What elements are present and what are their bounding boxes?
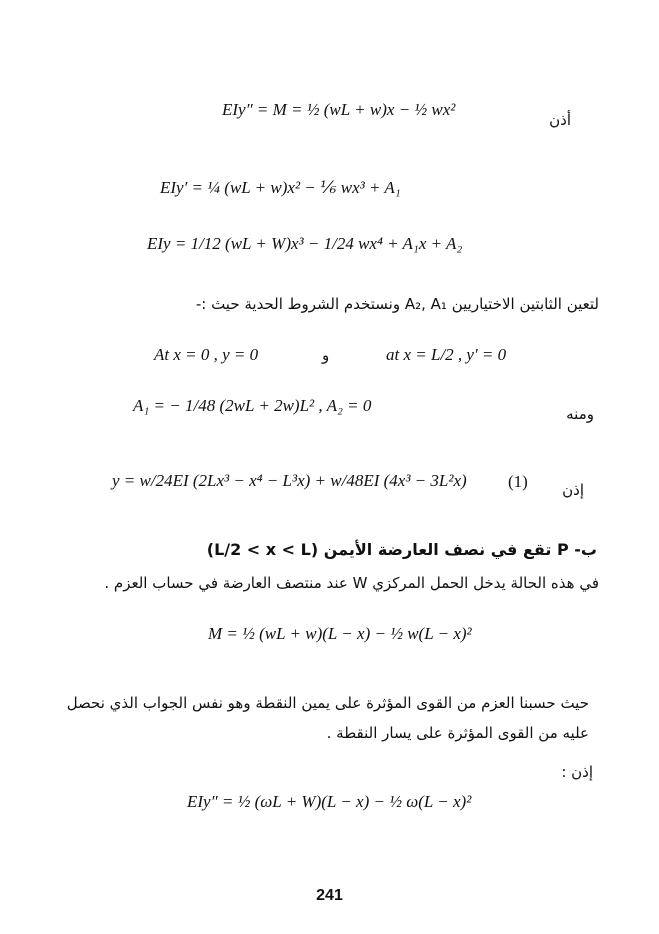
text-from-which: ومنه (566, 405, 594, 423)
equation-moment: EIy″ = M = ½ (wL + w)x − ½ wx² (222, 100, 456, 119)
text-boundary-conditions: لتعين الثابتين الاختياريين A₂, A₁ ونستخدم الشروط الحدية حيث :- (195, 295, 599, 313)
text-thus-3: إذن : (561, 763, 593, 781)
equation-bc-right: at x = L/2 , y′ = 0 (386, 345, 507, 364)
equation-number: (1) (508, 472, 528, 491)
page-number: 241 (316, 887, 343, 904)
equation-final: EIy″ = ½ (ωL + W)(L − x) − ½ ω(L − x)² (187, 792, 472, 811)
text-load-inclusion: في هذه الحالة يدخل الحمل المركزي W عند منتصف العارضة في حساب العزم . (104, 574, 599, 592)
equation-slope: EIy′ = ¼ (wL + w)x² − ⅙ wx³ + A₁ (160, 178, 401, 197)
equation-deflection-final: y = w/24EI (2Lx³ − x⁴ − L³x) + w/48EI (4x³ − 3L²x) (112, 471, 467, 490)
equation-bc-left: At x = 0 , y = 0 (154, 345, 259, 364)
text-and: و (322, 346, 330, 364)
text-thus-2: إذن (562, 481, 584, 499)
equation-moment-right: M = ½ (wL + w)(L − x) − ½ w(L − x)² (208, 624, 472, 643)
equation-deflection: EIy = 1/12 (wL + W)x³ − 1/24 wx⁴ + A₁x + A₂ (147, 234, 463, 253)
paragraph-text: حيث حسبنا العزم من القوى المؤثرة على يمين النقطة وهو نفس الجواب الذي نحصل عليه من القوى المؤثرة على يسار النقطة . (66, 694, 589, 742)
text-thus: أذن (549, 111, 571, 129)
section-heading-case-b: ب- P تقع في نصف العارضة الأيمن (L/2 < x < L) (206, 540, 597, 559)
paragraph-explanation (59, 688, 589, 748)
equation-constants: A₁ = − 1/48 (2wL + 2w)L² , A₂ = 0 (133, 396, 372, 415)
